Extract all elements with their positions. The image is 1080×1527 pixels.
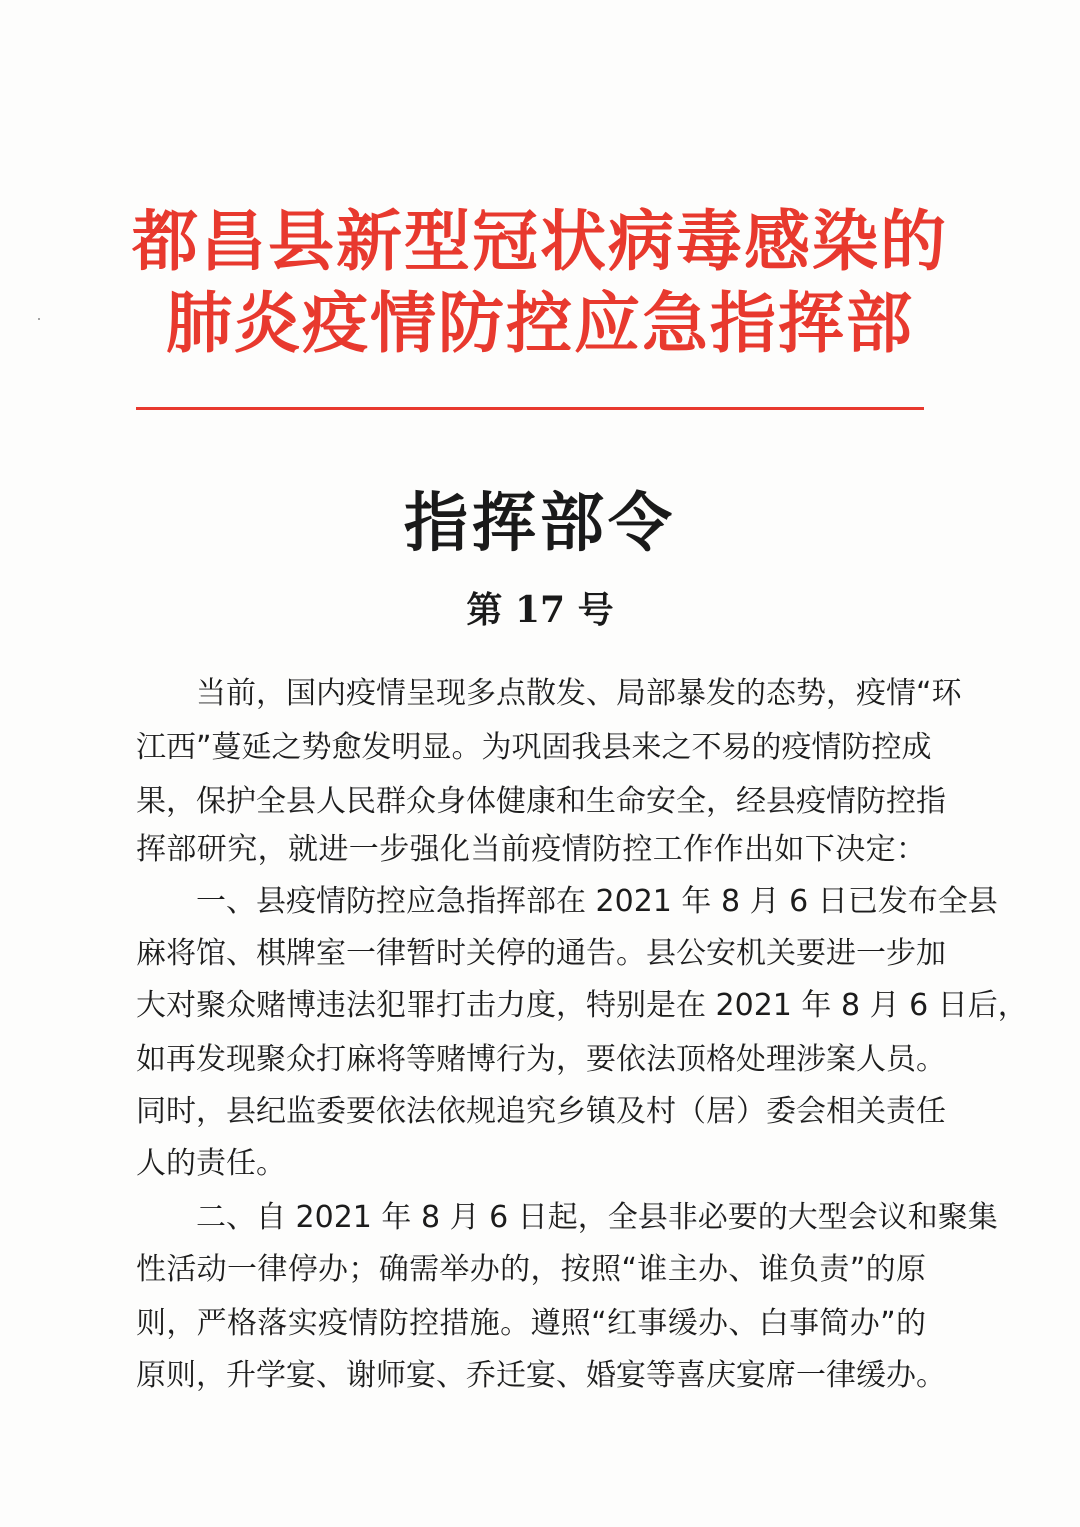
scan-speck: [38, 318, 40, 320]
issuing-authority-line-2: 肺炎疫情防控应急指挥部: [166, 284, 914, 362]
order-title: 指挥部令: [404, 486, 676, 561]
body-line: 当前，国内疫情呈现多点散发、局部暴发的态势，疫情“环: [196, 676, 962, 711]
body-line: 原则，升学宴、谢师宴、乔迁宴、婚宴等喜庆宴席一律缓办。: [136, 1358, 946, 1393]
body-line: 麻将馆、棋牌室一律暂时关停的通告。县公安机关要进一步加: [136, 936, 946, 971]
body-line: 性活动一律停办；确需举办的，按照“谁主办、谁负责”的原: [136, 1252, 926, 1287]
body-line: 如再发现聚众打麻将等赌博行为，要依法顶格处理涉案人员。: [136, 1042, 946, 1077]
body-line: 人的责任。: [136, 1146, 286, 1181]
body-line: 一、县疫情防控应急指挥部在 2021 年 8 月 6 日已发布全县: [196, 884, 998, 919]
issuing-authority-line-1: 都昌县新型冠状病毒感染的: [132, 202, 948, 280]
red-divider-line: [136, 407, 924, 410]
order-number: 第 17 号: [466, 589, 614, 631]
body-line: 挥部研究，就进一步强化当前疫情防控工作作出如下决定：: [136, 832, 926, 867]
body-line: 江西”蔓延之势愈发明显。为巩固我县来之不易的疫情防控成: [136, 730, 932, 765]
body-line: 二、自 2021 年 8 月 6 日起，全县非必要的大型会议和聚集: [196, 1200, 998, 1235]
body-line: 大对聚众赌博违法犯罪打击力度，特别是在 2021 年 8 月 6 日后，: [136, 988, 1028, 1023]
body-line: 果，保护全县人民群众身体健康和生命安全，经县疫情防控指: [136, 784, 946, 819]
body-line: 同时，县纪监委要依法依规追究乡镇及村（居）委会相关责任: [136, 1094, 946, 1129]
body-line: 则，严格落实疫情防控措施。遵照“红事缓办、白事简办”的: [136, 1306, 926, 1341]
